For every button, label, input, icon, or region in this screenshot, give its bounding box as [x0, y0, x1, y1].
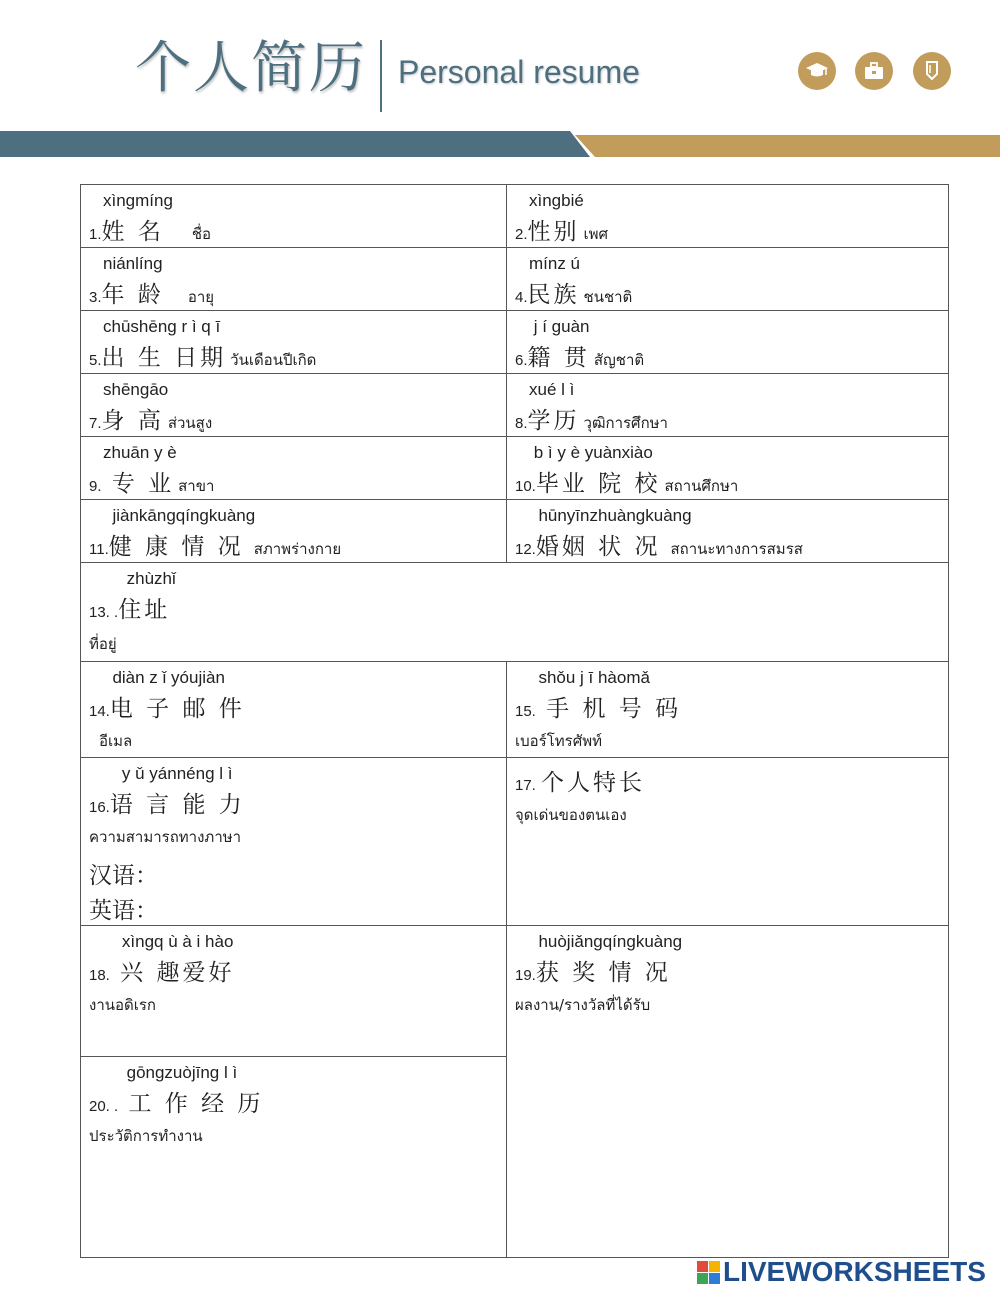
thai-label: ผลงาน/รางวัลที่ได้รับ	[515, 996, 651, 1014]
chinese-label: 兴 趣爱好	[109, 960, 235, 986]
thai-label: อีเมล	[99, 732, 133, 750]
pinyin: shēngāo	[103, 380, 169, 399]
thai-label: อายุ	[187, 288, 215, 306]
field-major[interactable]	[81, 437, 507, 500]
pinyin: j í guàn	[529, 317, 590, 336]
pinyin: b ì y è yuànxiào	[529, 443, 653, 462]
chinese-label: 工 作 经 历	[118, 1091, 264, 1117]
field-number: 8.	[515, 415, 528, 432]
title-english: Personal resume	[398, 54, 640, 90]
chinese-label: 性别	[527, 219, 580, 245]
pinyin: huòjiǎngqíngkuàng	[529, 932, 683, 951]
pinyin: chūshēng r ì q ī	[103, 317, 221, 336]
chinese-label: 年 龄	[101, 282, 164, 308]
field-ethnicity[interactable]	[507, 248, 949, 311]
chinese-label: 姓 名	[101, 219, 164, 245]
graduation-cap-icon	[798, 52, 836, 90]
pinyin: y ǔ yánnéng l ì	[103, 764, 233, 783]
header-band	[0, 131, 1000, 157]
chinese-label: 语 言 能 力	[109, 792, 245, 818]
field-number: 9.	[89, 478, 102, 495]
field-age[interactable]	[81, 248, 507, 311]
pinyin: zhuān y è	[103, 443, 177, 462]
thai-label: เพศ	[583, 225, 609, 243]
field-number: 15.	[515, 703, 536, 720]
field-language-ability[interactable]	[81, 758, 507, 926]
field-personal-strengths[interactable]	[507, 758, 949, 926]
field-address[interactable]	[81, 563, 949, 662]
field-education[interactable]	[507, 374, 949, 437]
field-school[interactable]	[507, 437, 949, 500]
pinyin: niánlíng	[103, 254, 163, 273]
field-number: 16.	[89, 799, 110, 816]
thai-label: ชนชาติ	[583, 288, 633, 306]
certificate-icon	[913, 52, 951, 90]
briefcase-icon	[855, 52, 893, 90]
logo-text: LIVEWORKSHEETS	[723, 1256, 986, 1287]
field-number: 10.	[515, 478, 536, 495]
pinyin: xìngbié	[529, 191, 584, 210]
chinese-label: 学历	[527, 408, 580, 434]
chinese-label: 个人特长	[540, 770, 645, 796]
pinyin: zhùzhǐ	[103, 569, 176, 588]
field-number: 7.	[89, 415, 102, 432]
thai-label: สาขา	[178, 477, 215, 495]
pinyin: xìngq ù à i hào	[103, 932, 234, 951]
field-number: 14.	[89, 703, 110, 720]
thai-label: ที่อยู่	[89, 635, 117, 653]
pinyin: diàn z ǐ yóujiàn	[103, 668, 225, 687]
chinese-label: 籍 贯	[527, 345, 590, 371]
pinyin: shǒu j ī hàomǎ	[529, 668, 650, 687]
field-number: 6.	[515, 352, 528, 369]
field-height[interactable]	[81, 374, 507, 437]
chinese-label: 手 机 号 码	[535, 696, 682, 722]
thai-label: วันเดือนปีเกิด	[230, 351, 317, 369]
chinese-label: 电 子 邮 件	[109, 696, 245, 722]
field-number: 1.	[89, 226, 102, 243]
field-hobbies[interactable]	[81, 926, 507, 1057]
chinese-label: 民族	[527, 282, 580, 308]
chinese-label: 住址	[118, 597, 171, 623]
pinyin: xìngmíng	[103, 191, 173, 210]
field-phone[interactable]	[507, 662, 949, 758]
chinese-label: 婚姻 状 况	[535, 534, 661, 560]
pinyin: hūnyīnzhuàngkuàng	[529, 506, 692, 525]
chinese-label: 获 奖 情 况	[535, 960, 671, 986]
chinese-language-line: 汉语：	[89, 863, 158, 889]
pinyin: xué l ì	[529, 380, 575, 399]
pinyin: gōngzuòjīng l ì	[103, 1063, 238, 1082]
field-name[interactable]	[81, 185, 507, 248]
chinese-label: 健 康 情 况	[108, 534, 244, 560]
field-number: 5.	[89, 352, 102, 369]
pinyin: mínz ú	[529, 254, 581, 273]
field-work-experience[interactable]	[81, 1057, 507, 1258]
field-number: 17.	[515, 777, 536, 794]
field-number: 19.	[515, 967, 536, 984]
liveworksheets-logo	[697, 1256, 986, 1288]
thai-label: เบอร์โทรศัพท์	[515, 732, 603, 750]
resume-table	[80, 184, 949, 1258]
field-gender[interactable]	[507, 185, 949, 248]
field-nationality[interactable]	[507, 311, 949, 374]
chinese-label: 毕业 院 校	[535, 471, 661, 497]
title-divider	[380, 40, 382, 112]
thai-label: ชื่อ	[191, 225, 212, 243]
pinyin: jiànkāngqíngkuàng	[103, 506, 256, 525]
thai-label: สภาพร่างกาย	[253, 540, 342, 558]
thai-label: งานอดิเรก	[89, 996, 157, 1014]
field-marital-status[interactable]	[507, 500, 949, 563]
chinese-label: 出 生 日期	[101, 345, 227, 371]
field-number: 13. .	[89, 604, 119, 621]
thai-label: สัญชาติ	[593, 351, 645, 369]
field-awards[interactable]	[507, 926, 949, 1258]
field-health[interactable]	[81, 500, 507, 563]
logo-blocks-icon	[697, 1261, 720, 1284]
thai-label: ส่วนสูง	[167, 414, 213, 432]
field-number: 20. .	[89, 1098, 119, 1115]
field-email[interactable]	[81, 662, 507, 758]
thai-label: สถานศึกษา	[664, 477, 739, 495]
chinese-label: 专 业	[101, 471, 175, 497]
field-number: 12.	[515, 541, 536, 558]
chinese-label: 身 高	[101, 408, 164, 434]
field-number: 18.	[89, 967, 110, 984]
thai-label: ประวัติการทำงาน	[89, 1127, 203, 1145]
field-birthdate[interactable]	[81, 311, 507, 374]
thai-label: ความสามารถทางภาษา	[89, 828, 242, 846]
field-number: 4.	[515, 289, 528, 306]
field-number: 11.	[89, 541, 109, 558]
field-number: 2.	[515, 226, 528, 243]
title-chinese: 个人简历	[135, 36, 367, 101]
thai-label: จุดเด่นของตนเอง	[515, 806, 627, 824]
thai-label: สถานะทางการสมรส	[670, 540, 803, 558]
field-number: 3.	[89, 289, 102, 306]
thai-label: วุฒิการศึกษา	[583, 414, 668, 432]
english-language-line: 英语：	[89, 898, 158, 924]
